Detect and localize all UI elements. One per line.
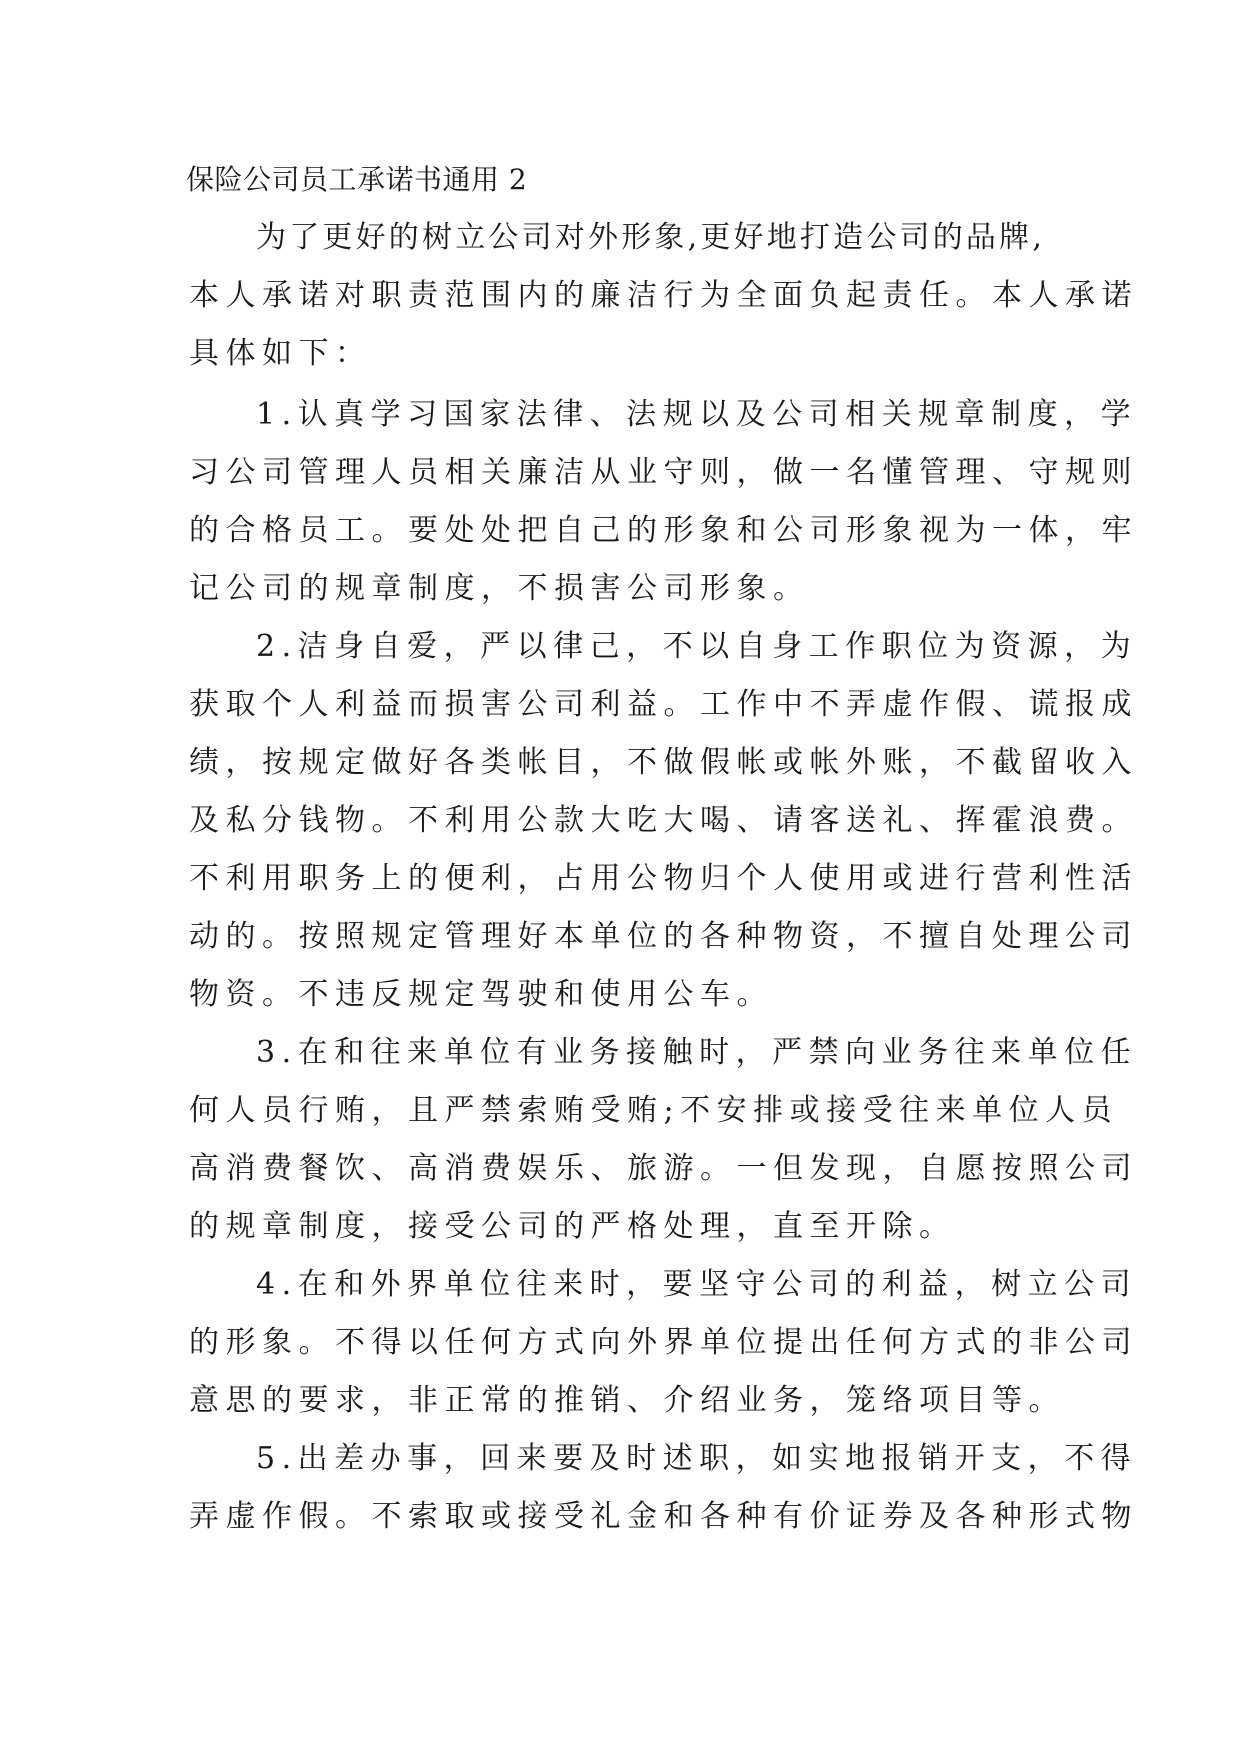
item-1-line-1: 1.认真学习国家法律、法规以及公司相关规章制度，学 — [256, 397, 1138, 432]
document-title: 保险公司员工承诺书通用 2 — [186, 163, 528, 196]
item-2-line-5: 不利用职务上的便利，占用公物归个人使用或进行营利性活 — [189, 861, 1138, 896]
intro-line-3: 具体如下： — [189, 336, 372, 371]
item-5-line-1: 5.出差办事，回来要及时述职，如实地报销开支，不得 — [256, 1441, 1138, 1476]
item-4-line-1: 4.在和外界单位往来时，要坚守公司的利益，树立公司 — [256, 1267, 1138, 1302]
item-2-line-6: 动的。按照规定管理好本单位的各种物资，不擅自处理公司 — [189, 919, 1138, 954]
item-2-line-3: 绩，按规定做好各类帐目，不做假帐或帐外账，不截留收入 — [189, 745, 1138, 780]
intro-line-2: 本人承诺对职责范围内的廉洁行为全面负起责任。本人承诺 — [189, 278, 1138, 313]
item-3-line-1: 3.在和往来单位有业务接触时，严禁向业务往来单位任 — [256, 1035, 1138, 1070]
item-1-line-3: 的合格员工。要处处把自己的形象和公司形象视为一体，牢 — [189, 513, 1138, 548]
item-2-line-7: 物资。不违反规定驾驶和使用公车。 — [189, 977, 773, 1012]
item-5-line-2: 弄虚作假。不索取或接受礼金和各种有价证券及各种形式物 — [189, 1499, 1138, 1534]
item-2-line-4: 及私分钱物。不利用公款大吃大喝、请客送礼、挥霍浪费。 — [189, 803, 1138, 838]
item-4-line-3: 意思的要求，非正常的推销、介绍业务，笼络项目等。 — [189, 1383, 1065, 1418]
item-2-line-1: 2.洁身自爱，严以律己，不以自身工作职位为资源，为 — [256, 629, 1138, 664]
item-3-line-3: 高消费餐饮、高消费娱乐、旅游。一但发现，自愿按照公司 — [189, 1151, 1138, 1186]
item-3-line-4: 的规章制度，接受公司的严格处理，直至开除。 — [189, 1209, 956, 1244]
item-1-line-4: 记公司的规章制度，不损害公司形象。 — [189, 571, 810, 606]
intro-line-1: 为了更好的树立公司对外形象,更好地打造公司的品牌, — [256, 220, 1046, 255]
item-2-line-2: 获取个人利益而损害公司利益。工作中不弄虚作假、谎报成 — [189, 687, 1138, 722]
item-3-line-2: 何人员行贿，且严禁索贿受贿;不安排或接受往来单位人员 — [189, 1093, 1119, 1128]
item-4-line-2: 的形象。不得以任何方式向外界单位提出任何方式的非公司 — [189, 1325, 1138, 1360]
item-1-line-2: 习公司管理人员相关廉洁从业守则，做一名懂管理、守规则 — [189, 455, 1138, 490]
